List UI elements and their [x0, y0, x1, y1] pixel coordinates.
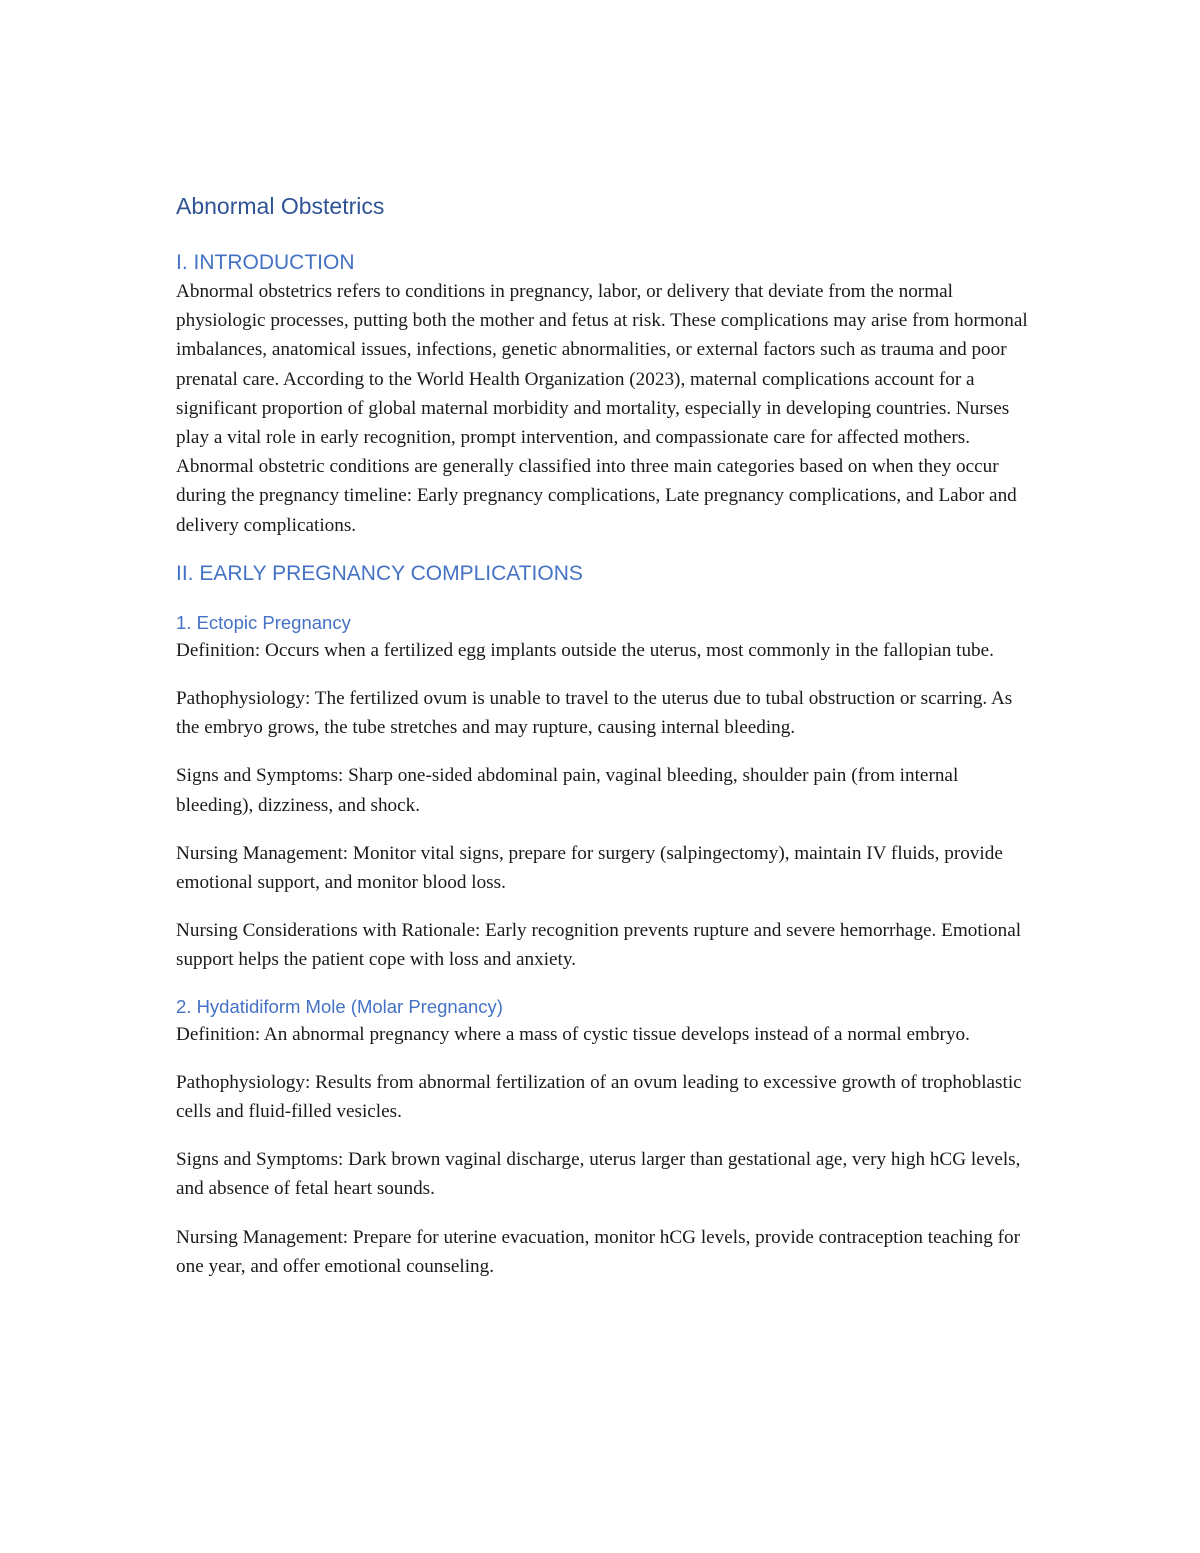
- molar-pathophysiology: Pathophysiology: Results from abnormal fertilization of an ovum leading to excessive growth of trophoblastic cells and fluid-filled vesicles.: [176, 1071, 1022, 1123]
- introduction-heading: I. INTRODUCTION: [176, 251, 355, 274]
- ectopic-definition: Definition: Occurs when a fertilized egg implants outside the uterus, most commonly in the fallopian tube.: [176, 639, 994, 661]
- ectopic-pregnancy-heading: 1. Ectopic Pregnancy: [176, 611, 351, 633]
- ectopic-pathophysiology: Pathophysiology: The fertilized ovum is unable to travel to the uterus due to tubal obstruction or scarring. As the embryo grows, the tube stretches and may rupture, causing internal bleeding.: [176, 688, 1013, 739]
- document-title: Abnormal Obstetrics: [176, 193, 385, 219]
- molar-definition: Definition: An abnormal pregnancy where a mass of cystic tissue develops instead of a normal embryo.: [176, 1023, 970, 1045]
- introduction-paragraph: Abnormal obstetrics refers to conditions in pregnancy, labor, or delivery that deviate from the normal physiologic processes, putting both the mother and fetus at risk. These complications may arise from hormonal imbalances, anatomical issues, infections, genetic abnormalities, or external factors such as trauma and poor prenatal care. According to the World Health Organization (2023), maternal complications account for a significant proportion of global maternal morbidity and mortality, especially in developing countries. Nurses play a vital role in early recognition, prompt intervention, and compassionate care for affected mothers. Abnormal obstetric conditions are generally classified into three main categories based on when they occur during the pregnancy timeline: Early pregnancy complications, Late pregnancy complications, and Labor and delivery complications.: [176, 281, 1028, 536]
- early-pregnancy-heading: II. EARLY PREGNANCY COMPLICATIONS: [176, 561, 583, 585]
- ectopic-nursing-considerations: Nursing Considerations with Rationale: Early recognition prevents rupture and severe hemorrhage. Emotional support helps the patient cope with loss and anxiety.: [176, 920, 1022, 971]
- molar-pregnancy-heading: 2. Hydatidiform Mole (Molar Pregnancy): [176, 995, 503, 1017]
- ectopic-pregnancy-section: [176, 610, 1036, 975]
- document-page: [176, 190, 1036, 1281]
- molar-signs-symptoms: Signs and Symptoms: Dark brown vaginal discharge, uterus larger than gestational age, very high hCG levels, and absence of fetal heart sounds.: [176, 1149, 1021, 1200]
- ectopic-nursing-management: Nursing Management: Monitor vital signs, prepare for surgery (salpingectomy), maintain IV fluids, provide emotional support, and monitor blood loss.: [176, 842, 1003, 894]
- molar-pregnancy-section: [176, 994, 1036, 1281]
- ectopic-signs-symptoms: Signs and Symptoms: Sharp one-sided abdominal pain, vaginal bleeding, shoulder pain (from internal bleeding), dizziness, and shock.: [176, 765, 959, 816]
- molar-nursing-management: Nursing Management: Prepare for uterine evacuation, monitor hCG levels, provide contraception teaching for one year, and offer emotional counseling.: [176, 1226, 1020, 1277]
